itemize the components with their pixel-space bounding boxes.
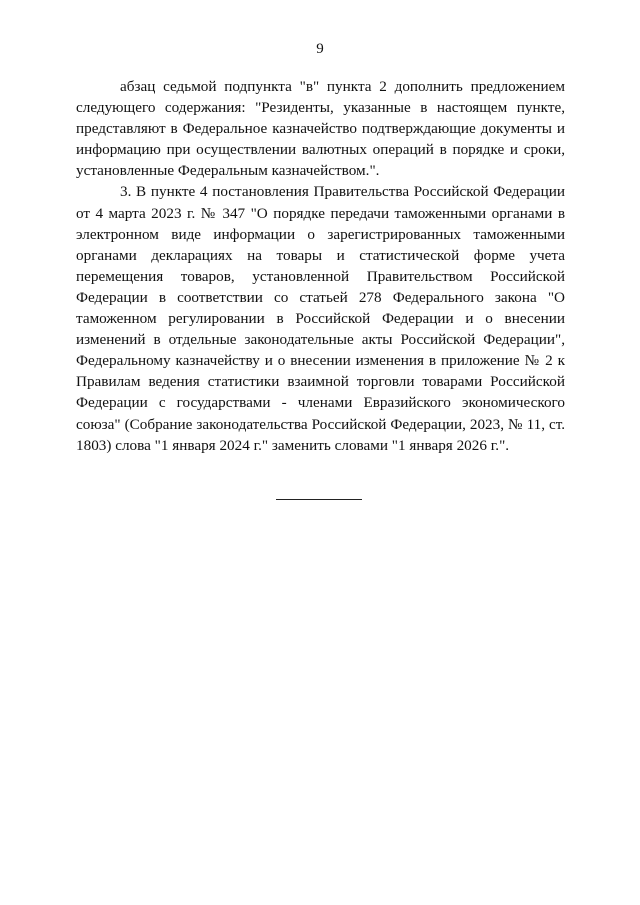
- end-divider-line: [276, 499, 362, 500]
- paragraph-amendment-subitem-v: абзац седьмой подпункта "в" пункта 2 дополнить предложением следующего содержания: "Резиденты, указанные в настоящем пункте, представляют в Федеральное казначейство подтверждающие документы и информацию при осуществлении валютных операций в порядке и сроки, установленные Федеральным казначейством.".: [76, 78, 565, 180]
- document-body: [76, 76, 565, 456]
- page-number: 9: [316, 41, 324, 57]
- paragraph-item-3: 3. В пункте 4 постановления Правительства Российской Федерации от 4 марта 2023 г. № 347 "О порядке передачи таможенными органами в электронном виде информации о зарегистрированных таможенными органами декларациях на товары и статистической форме учета перемещения товаров, установленной Правительством Российской Федерации в соответствии со статьей 278 Федерального закона "О таможенном регулировании в Российской Федерации и о внесении изменений в отдельные законодательные акты Российской Федерации", Федеральному казначейству и о внесении изменения в приложение № 2 к Правилам ведения статистики взаимной торговли товарами Российской Федерации с государствами - членами Евразийского экономического союза" (Собрание законодательства Российской Федерации, 2023, № 11, ст. 1803) слова "1 января 2024 г." заменить словами "1 января 2026 г.".: [76, 183, 565, 454]
